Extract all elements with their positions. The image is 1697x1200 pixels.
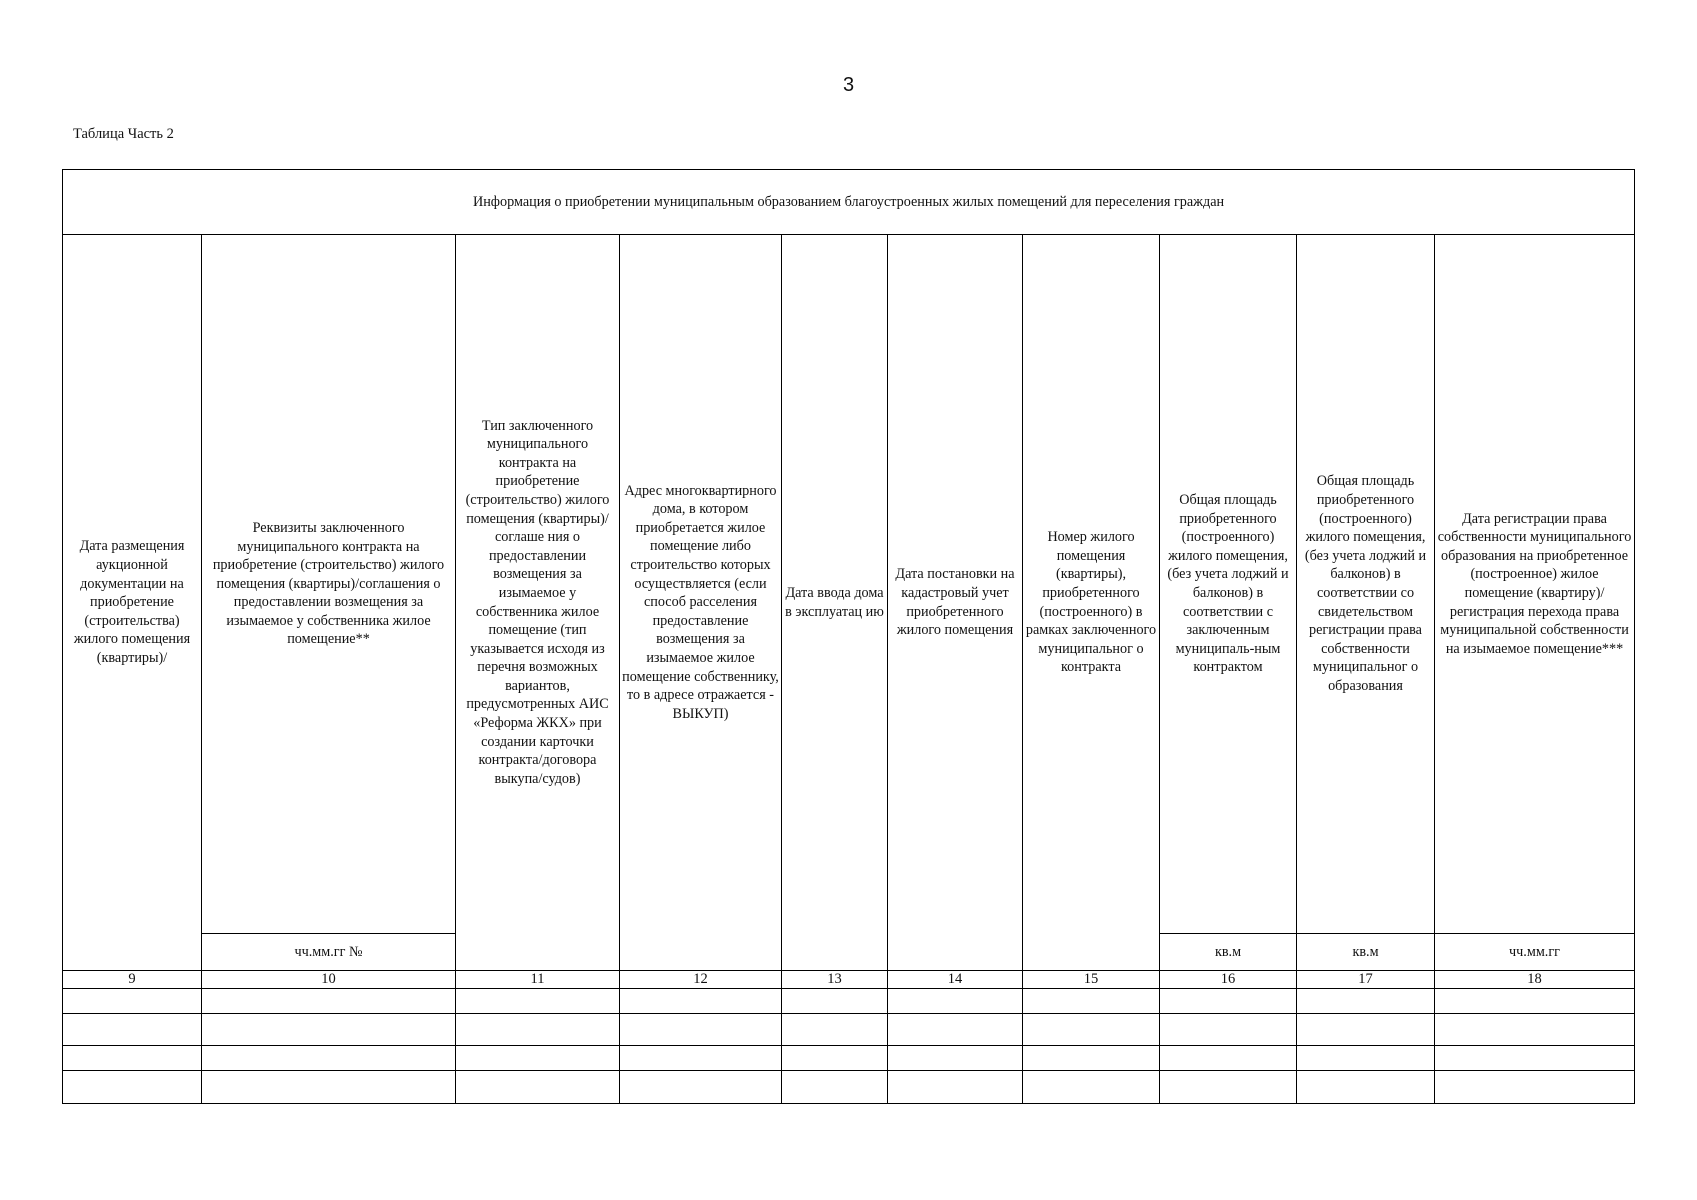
col-number: 13: [782, 971, 888, 989]
empty-cell: [620, 989, 782, 1014]
header-col-17: Общая площадь приобретенного (построенного) жилого помещения, (без учета лоджий и балконов) в соответствии со свидетельством регистрации права собственности муниципальног о образования: [1297, 235, 1435, 934]
empty-cell: [63, 1014, 202, 1046]
column-number-row: [63, 971, 1635, 989]
empty-cell: [202, 1014, 456, 1046]
header-col-16: Общая площадь приобретенного (построенного) жилого помещения, (без учета лоджий и балконов) в соответствии с заключенным муниципаль-ным контрактом: [1160, 235, 1297, 934]
header-col-13: Дата ввода дома в эксплуатац ию: [782, 235, 888, 971]
info-row-text: Информация о приобретении муниципальным образованием благоустроенных жилых помещений для переселения граждан: [63, 170, 1635, 235]
header-col-10: Реквизиты заключенного муниципального контракта на приобретение (строительство) жилого помещения (квартиры)/соглашения о предоставлении возмещения за изымаемое у собственника жилое помещение**: [202, 235, 456, 934]
empty-cell: [1297, 1014, 1435, 1046]
empty-cell: [1160, 1071, 1297, 1104]
empty-cell: [1023, 1071, 1160, 1104]
unit-col-18: чч.мм.гг: [1435, 934, 1635, 971]
empty-cell: [1023, 1014, 1160, 1046]
table-row: [63, 1071, 1635, 1104]
empty-cell: [620, 1071, 782, 1104]
empty-cell: [782, 1014, 888, 1046]
col-number: 15: [1023, 971, 1160, 989]
header-col-9: Дата размещения аукционной документации на приобретение (строительства) жилого помещения (квартиры)/: [63, 235, 202, 971]
col-number: 16: [1160, 971, 1297, 989]
empty-cell: [620, 1046, 782, 1071]
empty-cell: [202, 989, 456, 1014]
empty-cell: [1160, 989, 1297, 1014]
empty-cell: [63, 1071, 202, 1104]
empty-cell: [1023, 989, 1160, 1014]
empty-cell: [1435, 1046, 1635, 1071]
acquisition-table: [62, 169, 1635, 1104]
empty-cell: [782, 1071, 888, 1104]
header-row: [63, 235, 1635, 934]
col-number: 12: [620, 971, 782, 989]
empty-cell: [782, 989, 888, 1014]
col-number: 14: [888, 971, 1023, 989]
empty-cell: [63, 1046, 202, 1071]
header-col-12: Адрес многоквартирного дома, в котором приобретается жилое помещение либо строительство которых осуществляется (если способ расселения предоставление возмещения за изымаемое жилое помещение собственнику, то в адресе отражается - ВЫКУП): [620, 235, 782, 971]
page-number: 3: [842, 74, 855, 96]
unit-col-10: чч.мм.гг №: [202, 934, 456, 971]
table-caption: Таблица Часть 2: [73, 126, 174, 142]
empty-cell: [888, 1046, 1023, 1071]
empty-cell: [1297, 1071, 1435, 1104]
empty-cell: [888, 1071, 1023, 1104]
info-row: [63, 170, 1635, 235]
empty-cell: [456, 1014, 620, 1046]
empty-cell: [1160, 1014, 1297, 1046]
empty-cell: [1160, 1046, 1297, 1071]
col-number: 9: [63, 971, 202, 989]
empty-cell: [1435, 1071, 1635, 1104]
unit-col-17: кв.м: [1297, 934, 1435, 971]
col-number: 17: [1297, 971, 1435, 989]
empty-cell: [620, 1014, 782, 1046]
table-row: [63, 989, 1635, 1014]
header-col-15: Номер жилого помещения (квартиры), приобретенного (построенного) в рамках заключенного муниципальног о контракта: [1023, 235, 1160, 971]
empty-cell: [202, 1046, 456, 1071]
empty-cell: [456, 1046, 620, 1071]
empty-cell: [63, 989, 202, 1014]
table-row: [63, 1046, 1635, 1071]
table-row: [63, 1014, 1635, 1046]
empty-cell: [1435, 1014, 1635, 1046]
empty-cell: [888, 1014, 1023, 1046]
empty-cell: [1023, 1046, 1160, 1071]
header-col-11: Тип заключенного муниципального контракта на приобретение (строительство) жилого помещения (квартиры)/соглаше ния о предоставлении возмещения за изымаемое у собственника жилое помещение (тип указывается исходя из перечня возможных вариантов, предусмотренных АИС «Реформа ЖКХ» при создании карточки контракта/договора выкупа/судов): [456, 235, 620, 971]
empty-cell: [456, 1071, 620, 1104]
empty-cell: [1297, 1046, 1435, 1071]
empty-cell: [888, 989, 1023, 1014]
col-number: 11: [456, 971, 620, 989]
empty-cell: [782, 1046, 888, 1071]
empty-cell: [1297, 989, 1435, 1014]
header-col-14: Дата постановки на кадастровый учет приобретенного жилого помещения: [888, 235, 1023, 971]
unit-col-16: кв.м: [1160, 934, 1297, 971]
col-number: 18: [1435, 971, 1635, 989]
empty-cell: [202, 1071, 456, 1104]
empty-cell: [456, 989, 620, 1014]
col-number: 10: [202, 971, 456, 989]
empty-cell: [1435, 989, 1635, 1014]
header-col-18: Дата регистрации права собственности муниципального образования на приобретенное (построенное) жилое помещение (квартиру)/регистрация перехода права муниципальной собственности на изымаемое помещение***: [1435, 235, 1635, 934]
